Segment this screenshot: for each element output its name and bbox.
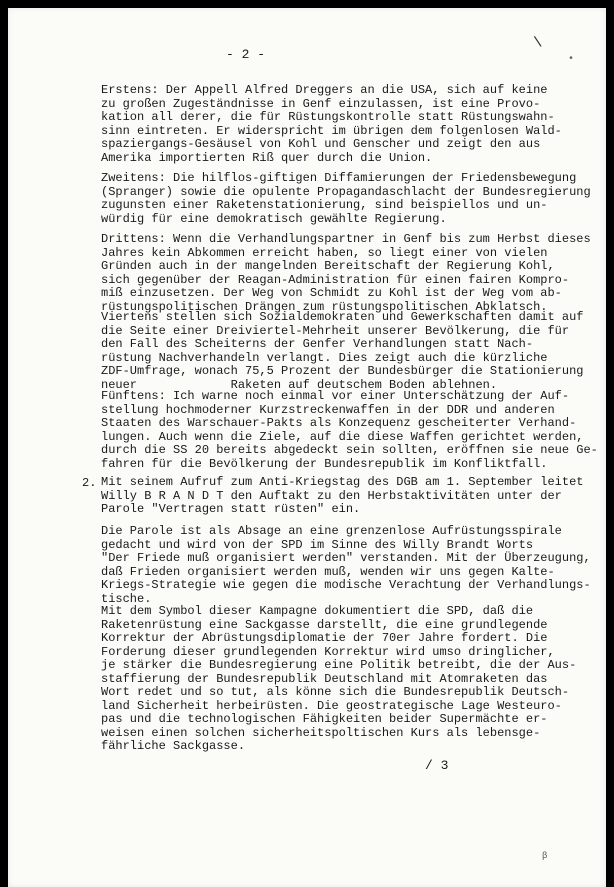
footer-mark: β xyxy=(542,851,548,861)
continuation-marker: / 3 xyxy=(425,758,449,773)
paragraph-fuenftens: Fünftens: Ich warne noch einmal vor einer Unterschätzung der Auf- stellung hochmoderner Kurzstreckenwaffen in der DDR und anderen Staaten des Warschauer-Pakts als Konzequenz gescheiterter Verhand- lungen. Auch wenn die Ziele, auf die diese Waffen gerichtet werden, durch die SS 20 bereits abgedeckt sein sollten, eröffnen sie neue fahren für die Bevölkerung der Bundesrepublik im Konfliktfall. xyxy=(101,389,584,471)
paragraph-parole: Die Parole ist als Absage an eine grenzenlose Aufrüstungsspirale gedacht und wird von der SPD im Sinne des Willy Brandt Worts "Der Friede muß organisiert werden" verstanden. Mit der Überzeugung, daß Frieden organisiert werden muß, wenden wir uns gegen Kalte- Kriegs-Strategie wie gegen die modische Verachtung der Verhandlungs- tische. xyxy=(101,524,591,606)
page-number: - 2 - xyxy=(226,47,266,62)
corner-tick-mark: • xyxy=(568,54,575,65)
handwritten-corner-mark: \ xyxy=(533,33,543,52)
paragraph-viertens: Viertens stellen sich Sozialdemokraten und Gewerkschaften damit die Seite einer Dreiviertel-Mehrheit unserer Bevölkerung, die für den Fall des Scheiterns der Genfer Verhandlungen statt Nach- rüstung Nachverhandeln verlangt. Dies zeigt auch die kürzliche ZDF-Umfrage, wonach 75,5 Prozent der Bundesbürger die Stationierung neuer Raketen auf deutschem Boden ablehnen. xyxy=(101,310,584,392)
paragraph-drittens: Drittens: Wenn die Verhandlungspartner in Genf bis zum Herbst dieses Jahres kein Abkommen erreicht haben, so liegt einer von vielen Gründen auch in der mangelnden Bereitschaft der Regierung Kohl, sich gegenüber der Reagan-Administration für einen fairen Kompro- miß einzusetzen. Der Weg von Schmidt zu Kohl ist der Weg vom ab- rüstungspolitischen Drängen zum rüstungspolitischen Abklatsch. xyxy=(101,232,591,314)
paragraph-zweitens: Zweitens: Die hilflos-giftigen Diffamierungen der Friedensbewegung (Spranger) sowie die opulente Propagandaschlacht der Bundesregierung zugunsten einer Raketenstationierung, sind beispiellos und un- würdig für eine demokratisch gewählte Regierung. xyxy=(101,171,591,226)
paragraph-aufruf: Mit seinem Aufruf zum Anti-Kriegstag des DGB am 1. September leitet Willy B R A N D T den Auftakt zu den Herbstaktivitäten unter der Parole "Vertragen statt rüsten" ein. xyxy=(101,475,584,516)
paragraph-erstens: Erstens: Der Appell Alfred Dreggers an die USA, sich auf keine zu großen Zugeständnisse in Genf einzulassen, ist eine Provo- kation all derer, die für Rüstungskontrolle statt Rüstungswahn- sinn eintreten. Er widerspricht im übrigen dem folgenlosen Wald- spaziergangs-Gesäusel von Kohl und Genscher und zeigt den aus Amerika importierten Riß quer durch die Union. xyxy=(101,83,562,165)
paragraph-symbol: Mit dem Symbol dieser Kampagne dokumentiert die SPD, daß die Raketenrüstung eine Sackgasse darstellt, die eine grundlegende Korrektur der Abrüstungsdiplomatie der 70er Jahre fordert. Die Forderung dieser grundlegenden Korrektur wird umso dringlicher, je stärker die Bundesregierung eine Politik betreibt, die der Aus- staffierung der Bundesrepublik Deutschland mit Atomraketen das Wort redet und so tut, als könne sich die Bundesrepublik Deutsch- land Sicherheit herbeirüsten. Die geostrategische Lage Westeuro- pas und die technologischen Fähigkeiten beider Supermächte er- weisen einen solchen sicherheitspoltischen Kurs als lebensge- fährliche Sackgasse. xyxy=(101,604,577,753)
item-number: 2. xyxy=(82,476,97,490)
